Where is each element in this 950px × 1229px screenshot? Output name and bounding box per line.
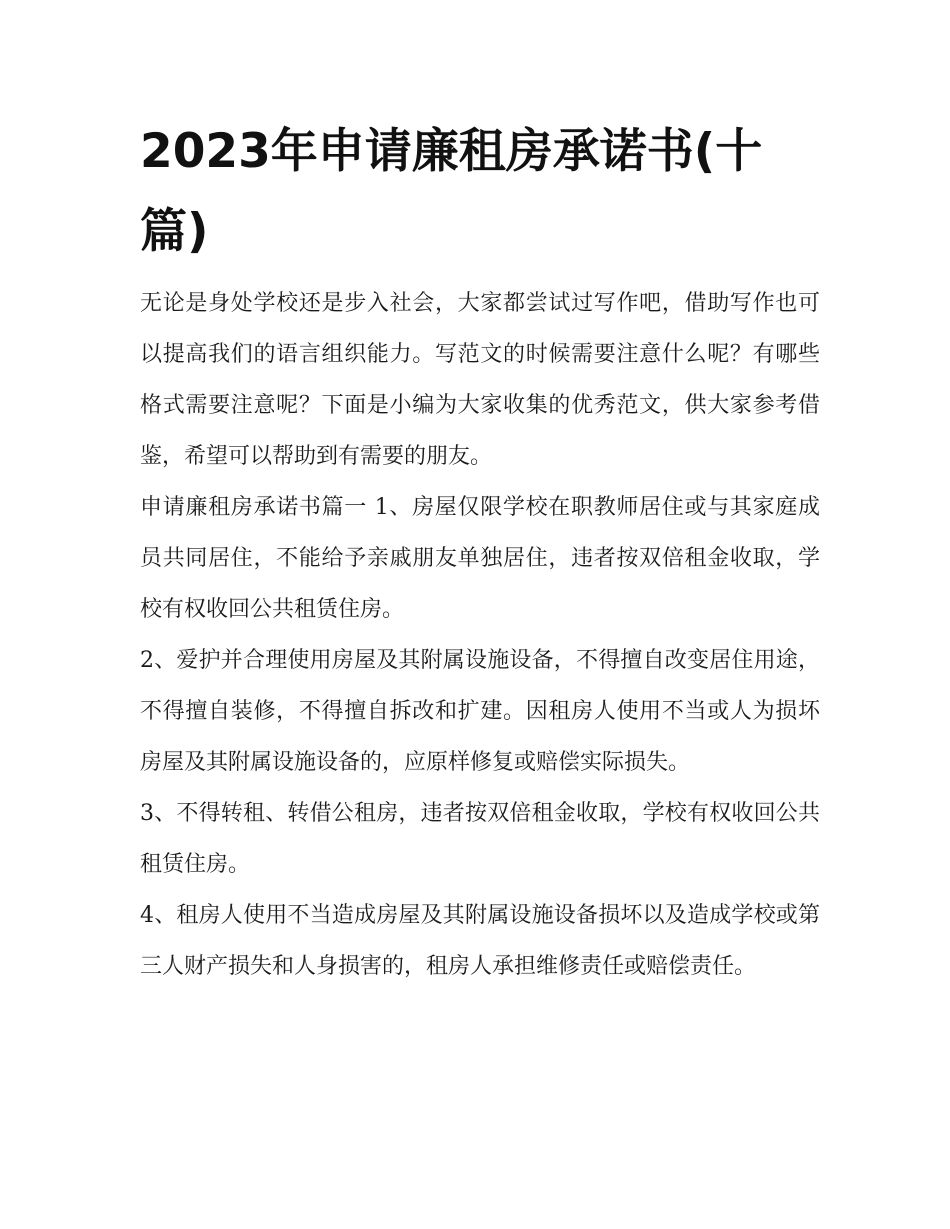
commitment-item-1: 申请廉租房承诺书篇一 1、房屋仅限学校在职教师居住或与其家庭成员共同居住，不能给予亲戚朋友单独居住，违者按双倍租金收取，学校有权收回公共租赁住房。 <box>140 495 820 622</box>
document-body <box>140 278 820 992</box>
commitment-item-2: 2、爱护并合理使用房屋及其附属设施设备，不得擅自改变居住用途，不得擅自装修，不得擅自拆改和扩建。因租房人使用不当或人为损坏房屋及其附属设施设备的，应原样修复或赔偿实际损失。 <box>140 648 820 775</box>
document-title: 2023年申请廉租房承诺书(十篇) <box>140 124 763 259</box>
commitment-item-3: 3、不得转租、转借公租房，违者按双倍租金收取，学校有权收回公共租赁住房。 <box>140 801 820 877</box>
commitment-item-4: 4、租房人使用不当造成房屋及其附属设施设备损坏以及造成学校或第三人财产损失和人身损害的，租房人承担维修责任或赔偿责任。 <box>140 903 820 979</box>
intro-paragraph: 无论是身处学校还是步入社会，大家都尝试过写作吧，借助写作也可以提高我们的语言组织能力。写范文的时候需要注意什么呢？有哪些格式需要注意呢？下面是小编为大家收集的优秀范文，供大家参考借鉴，希望可以帮助到有需要的朋友。 <box>140 291 820 469</box>
